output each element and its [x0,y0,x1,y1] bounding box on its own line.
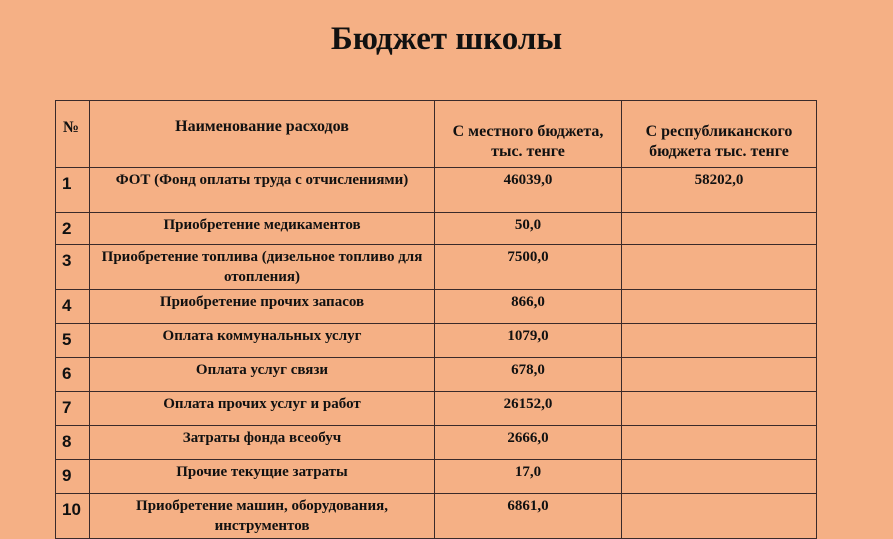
local-budget-value: 678,0 [435,358,622,392]
republic-budget-value [622,426,817,460]
republic-budget-value [622,290,817,324]
row-number: 9 [56,460,90,494]
republic-budget-value [622,494,817,539]
local-budget-value: 1079,0 [435,324,622,358]
republic-budget-value [622,213,817,245]
expense-name: Приобретение машин, оборудования, инструментов [90,494,435,539]
row-number: 2 [56,213,90,245]
row-number: 4 [56,290,90,324]
table-row [56,168,817,213]
expense-name: Оплата услуг связи [90,358,435,392]
expense-name: Оплата коммунальных услуг [90,324,435,358]
table-row [56,358,817,392]
table-row [56,290,817,324]
page-title: Бюджет школы [330,21,563,57]
row-number: 5 [56,324,90,358]
local-budget-value: 7500,0 [435,245,622,290]
row-number: 6 [56,358,90,392]
expense-name: Приобретение прочих запасов [90,290,435,324]
local-budget-value: 17,0 [435,460,622,494]
republic-budget-value [622,245,817,290]
table-header-row [56,101,817,168]
budget-table [55,100,817,539]
header-republic-budget: С республиканского бюджета тыс. тенге [622,101,817,168]
header-local-budget: С местного бюджета, тыс. тенге [435,101,622,168]
republic-budget-value [622,392,817,426]
local-budget-value: 866,0 [435,290,622,324]
republic-budget-value [622,358,817,392]
row-number: 8 [56,426,90,460]
row-number: 3 [56,245,90,290]
table-row [56,392,817,426]
row-number: 1 [56,168,90,213]
local-budget-value: 2666,0 [435,426,622,460]
republic-budget-value [622,460,817,494]
expense-name: Приобретение топлива (дизельное топливо для отопления) [90,245,435,290]
local-budget-value: 6861,0 [435,494,622,539]
table-row [56,245,817,290]
expense-name: Приобретение медикаментов [90,213,435,245]
table-row [56,494,817,539]
expense-name: ФОТ (Фонд оплаты труда с отчислениями) [90,168,435,213]
header-number: № [56,101,90,168]
row-number: 7 [56,392,90,426]
header-expense-name: Наименование расходов [90,101,435,168]
local-budget-value: 26152,0 [435,392,622,426]
expense-name: Прочие текущие затраты [90,460,435,494]
expense-name: Затраты фонда всеобуч [90,426,435,460]
expense-name: Оплата прочих услуг и работ [90,392,435,426]
table-row [56,324,817,358]
republic-budget-value: 58202,0 [622,168,817,213]
republic-budget-value [622,324,817,358]
table-row [56,460,817,494]
table-row [56,213,817,245]
row-number: 10 [56,494,90,539]
local-budget-value: 46039,0 [435,168,622,213]
local-budget-value: 50,0 [435,213,622,245]
table-row [56,426,817,460]
